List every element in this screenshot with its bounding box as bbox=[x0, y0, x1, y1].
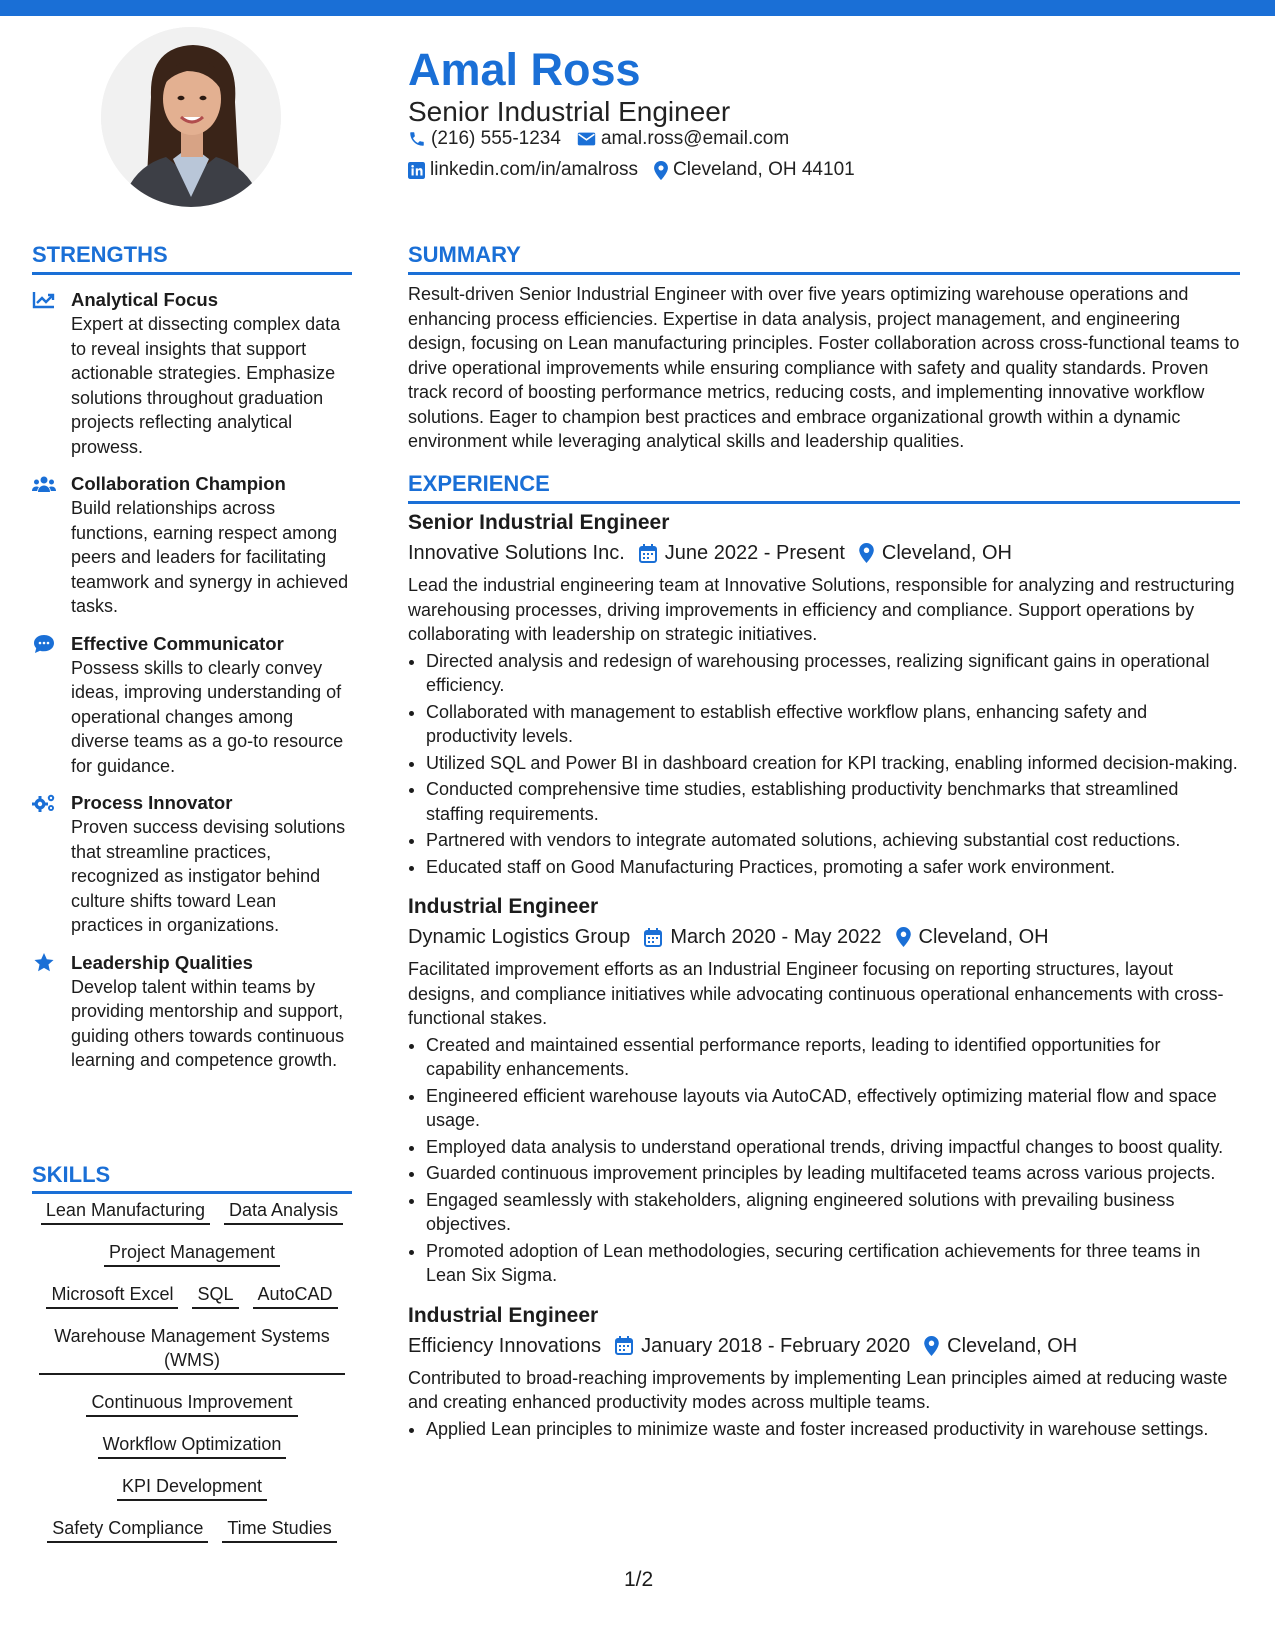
map-pin-icon bbox=[896, 927, 911, 947]
candidate-title: Senior Industrial Engineer bbox=[408, 96, 731, 127]
strength-description: Expert at dissecting complex data to reveal insights that support actionable strategies. Emphasize solutions throughout graduation projects reflecting analytical prowess. bbox=[71, 314, 341, 457]
job-bullet: • Promoted adoption of Lean methodologies, securing certification achievements for three teams in Lean Six Sigma. bbox=[426, 1239, 1240, 1288]
skills-row bbox=[32, 1324, 352, 1375]
skill-tag: SQL bbox=[192, 1282, 238, 1309]
email-contact bbox=[577, 126, 789, 152]
map-pin-icon bbox=[859, 543, 874, 563]
experience-rule bbox=[408, 501, 1240, 504]
skills-row bbox=[32, 1240, 352, 1267]
skill-tag: Microsoft Excel bbox=[46, 1282, 178, 1309]
job-bullet: • Engaged seamlessly with stakeholders, aligning engineered solutions with prevailing business objectives. bbox=[426, 1188, 1240, 1237]
calendar-icon bbox=[639, 544, 657, 563]
strength-item bbox=[32, 632, 352, 779]
job-bullets bbox=[408, 1417, 1240, 1442]
envelope-icon bbox=[577, 131, 596, 147]
job-title: Industrial Engineer bbox=[408, 895, 599, 918]
strength-description: Develop talent within teams by providing mentorship and support, guiding others towards continuous learning and competence growth. bbox=[71, 976, 345, 1070]
job-meta bbox=[408, 923, 1240, 951]
summary-heading: SUMMARY bbox=[408, 242, 521, 267]
job-entry bbox=[408, 893, 1240, 1288]
job-entry bbox=[408, 1302, 1240, 1442]
skill-tag: Continuous Improvement bbox=[86, 1390, 297, 1417]
strength-description: Build relationships across functions, earning respect among peers and leaders for facilitating teamwork and synergy in achieved tasks. bbox=[71, 498, 349, 616]
job-bullet: • Applied Lean principles to minimize waste and foster increased productivity in warehouse settings. bbox=[426, 1417, 1240, 1442]
experience-heading: EXPERIENCE bbox=[408, 471, 550, 496]
skill-tag: Data Analysis bbox=[224, 1198, 343, 1225]
linkedin-contact bbox=[408, 157, 638, 183]
job-bullet: • Educated staff on Good Manufacturing Practices, promoting a safer work environment. bbox=[426, 855, 1240, 880]
job-dates: March 2020 - May 2022 bbox=[670, 926, 882, 948]
job-bullet: • Partnered with vendors to integrate automated solutions, achieving substantial cost reductions. bbox=[426, 828, 1240, 853]
job-bullet: • Directed analysis and redesign of warehousing processes, realizing significant gains in operational efficiency. bbox=[426, 649, 1240, 698]
job-bullet: • Utilized SQL and Power BI in dashboard creation for KPI tracking, enabling informed decision-making. bbox=[426, 751, 1240, 776]
location-text: Cleveland, OH 44101 bbox=[673, 159, 855, 180]
skill-tag: KPI Development bbox=[117, 1474, 267, 1501]
linkedin-url[interactable]: linkedin.com/in/amalross bbox=[430, 159, 639, 180]
comment-icon bbox=[32, 634, 56, 654]
job-entry bbox=[408, 509, 1240, 879]
job-meta bbox=[408, 539, 1240, 567]
summary-rule bbox=[408, 272, 1240, 275]
job-dates: June 2022 - Present bbox=[664, 542, 845, 564]
users-icon bbox=[32, 474, 56, 494]
job-bullets bbox=[408, 1033, 1240, 1288]
strength-title: Effective Communicator bbox=[71, 632, 284, 654]
strength-description: Possess skills to clearly convey ideas, improving understanding of operational changes among diverse teams as a go-to resource for guidance. bbox=[71, 657, 344, 776]
job-location: Cleveland, OH bbox=[947, 1334, 1078, 1357]
calendar-icon bbox=[615, 1336, 633, 1355]
job-bullet: • Engineered efficient warehouse layouts via AutoCAD, effectively optimizing material flow and space usage. bbox=[426, 1084, 1240, 1133]
strength-description: Proven success devising solutions that streamline practices, recognized as instigator behind culture shifts toward Lean practices in organizations. bbox=[71, 817, 346, 935]
summary-text: Result-driven Senior Industrial Engineer with over five years optimizing warehouse operations and enhancing process efficiencies. Expertise in data analysis, project management, and engineering design, focusing on Lean manufacturing principles. Foster collaboration across cross-functional teams to drive operational improvements while ensuring compliance with safety and quality standards. Proven track record of boosting performance metrics, reducing costs, and implementing innovative workflow solutions. Eager to champion best practices and embrace organizational growth within a dynamic environment while leveraging analytical skills and leadership qualities. bbox=[408, 284, 1240, 451]
job-location: Cleveland, OH bbox=[881, 542, 1012, 564]
strength-title: Analytical Focus bbox=[71, 289, 219, 310]
skill-tag: Safety Compliance bbox=[47, 1516, 208, 1543]
job-title: Senior Industrial Engineer bbox=[408, 511, 670, 534]
skills-row bbox=[32, 1390, 352, 1417]
job-title: Industrial Engineer bbox=[408, 1303, 599, 1327]
job-description: Contributed to broad-reaching improvements by implementing Lean principles aimed at reducing waste and creating enhanced productivity modes across multiple teams. bbox=[408, 1367, 1228, 1412]
map-pin-icon bbox=[924, 1336, 939, 1356]
phone-contact bbox=[408, 126, 561, 152]
company-name: Dynamic Logistics Group bbox=[408, 926, 631, 948]
skills-list bbox=[32, 1198, 352, 1558]
strengths-rule bbox=[32, 272, 352, 275]
email-address[interactable]: amal.ross@email.com bbox=[600, 128, 790, 149]
job-bullet: • Guarded continuous improvement principles by leading multifaceted teams across various projects. bbox=[426, 1161, 1240, 1186]
skills-row bbox=[32, 1432, 352, 1459]
star-icon bbox=[32, 953, 56, 973]
contact-row-1 bbox=[408, 126, 805, 152]
skill-tag: AutoCAD bbox=[253, 1282, 338, 1309]
phone-icon bbox=[408, 130, 426, 148]
summary-section bbox=[408, 282, 1240, 454]
skill-tag: Warehouse Management Systems (WMS) bbox=[39, 1324, 345, 1375]
linkedin-icon bbox=[408, 162, 425, 179]
strengths-heading: STRENGTHS bbox=[32, 242, 168, 267]
job-description: Lead the industrial engineering team at Innovative Solutions, responsible for analyzing and restructuring warehousing processes, driving improvements in efficiency and compliance. Support operations by collaborating with leadership on strategic initiatives. bbox=[408, 575, 1235, 644]
contact-row-2 bbox=[408, 157, 871, 183]
job-bullets bbox=[408, 649, 1240, 880]
phone-number[interactable]: (216) 555-1234 bbox=[431, 128, 561, 149]
job-bullet: • Conducted comprehensive time studies, establishing productivity benchmarks that streamlined staffing requirements. bbox=[426, 777, 1240, 826]
skills-heading: SKILLS bbox=[32, 1162, 111, 1187]
company-name: Efficiency Innovations bbox=[408, 1334, 602, 1357]
job-bullet: • Created and maintained essential performance reports, leading to identified opportunities for capability enhancements. bbox=[426, 1033, 1240, 1082]
candidate-name: Amal Ross bbox=[408, 44, 641, 95]
strength-title: Process Innovator bbox=[71, 792, 233, 813]
job-dates: January 2018 - February 2020 bbox=[641, 1334, 911, 1357]
chart-line-icon bbox=[32, 290, 56, 310]
skills-rule bbox=[32, 1191, 352, 1194]
strength-item bbox=[32, 791, 352, 938]
company-name: Innovative Solutions Inc. bbox=[408, 542, 625, 564]
job-location: Cleveland, OH bbox=[918, 926, 1049, 948]
skills-row bbox=[32, 1474, 352, 1501]
skills-row bbox=[32, 1198, 352, 1225]
job-bullet: • Collaborated with management to establish effective workflow plans, enhancing safety and productivity levels. bbox=[426, 700, 1240, 749]
strength-title: Collaboration Champion bbox=[71, 473, 286, 494]
calendar-icon bbox=[644, 928, 662, 947]
profile-photo bbox=[101, 27, 281, 207]
job-description: Facilitated improvement efforts as an Industrial Engineer focusing on reporting structures, layout designs, and compliance initiatives while advocating continuous operational enhancements with cross-functional stakes. bbox=[408, 959, 1224, 1028]
skill-tag: Workflow Optimization bbox=[98, 1432, 287, 1459]
page-number: 1/2 bbox=[624, 1568, 654, 1591]
job-bullet: • Employed data analysis to understand operational trends, driving impactful changes to boost quality. bbox=[426, 1135, 1240, 1160]
strength-item bbox=[32, 472, 352, 619]
map-pin-icon bbox=[654, 161, 668, 180]
skill-tag: Project Management bbox=[104, 1240, 280, 1267]
strength-item bbox=[32, 288, 352, 459]
location-contact bbox=[654, 157, 855, 183]
skills-row bbox=[32, 1282, 352, 1309]
strength-title: Leadership Qualities bbox=[71, 951, 253, 973]
experience-list bbox=[408, 509, 1240, 1443]
job-meta bbox=[408, 1332, 1240, 1360]
strengths-list bbox=[32, 288, 352, 1086]
skill-tag: Lean Manufacturing bbox=[41, 1198, 210, 1225]
strength-item bbox=[32, 951, 352, 1073]
gears-icon bbox=[32, 793, 56, 813]
skill-tag: Time Studies bbox=[222, 1516, 336, 1543]
top-accent-bar bbox=[0, 0, 1275, 16]
skills-row bbox=[32, 1516, 352, 1543]
